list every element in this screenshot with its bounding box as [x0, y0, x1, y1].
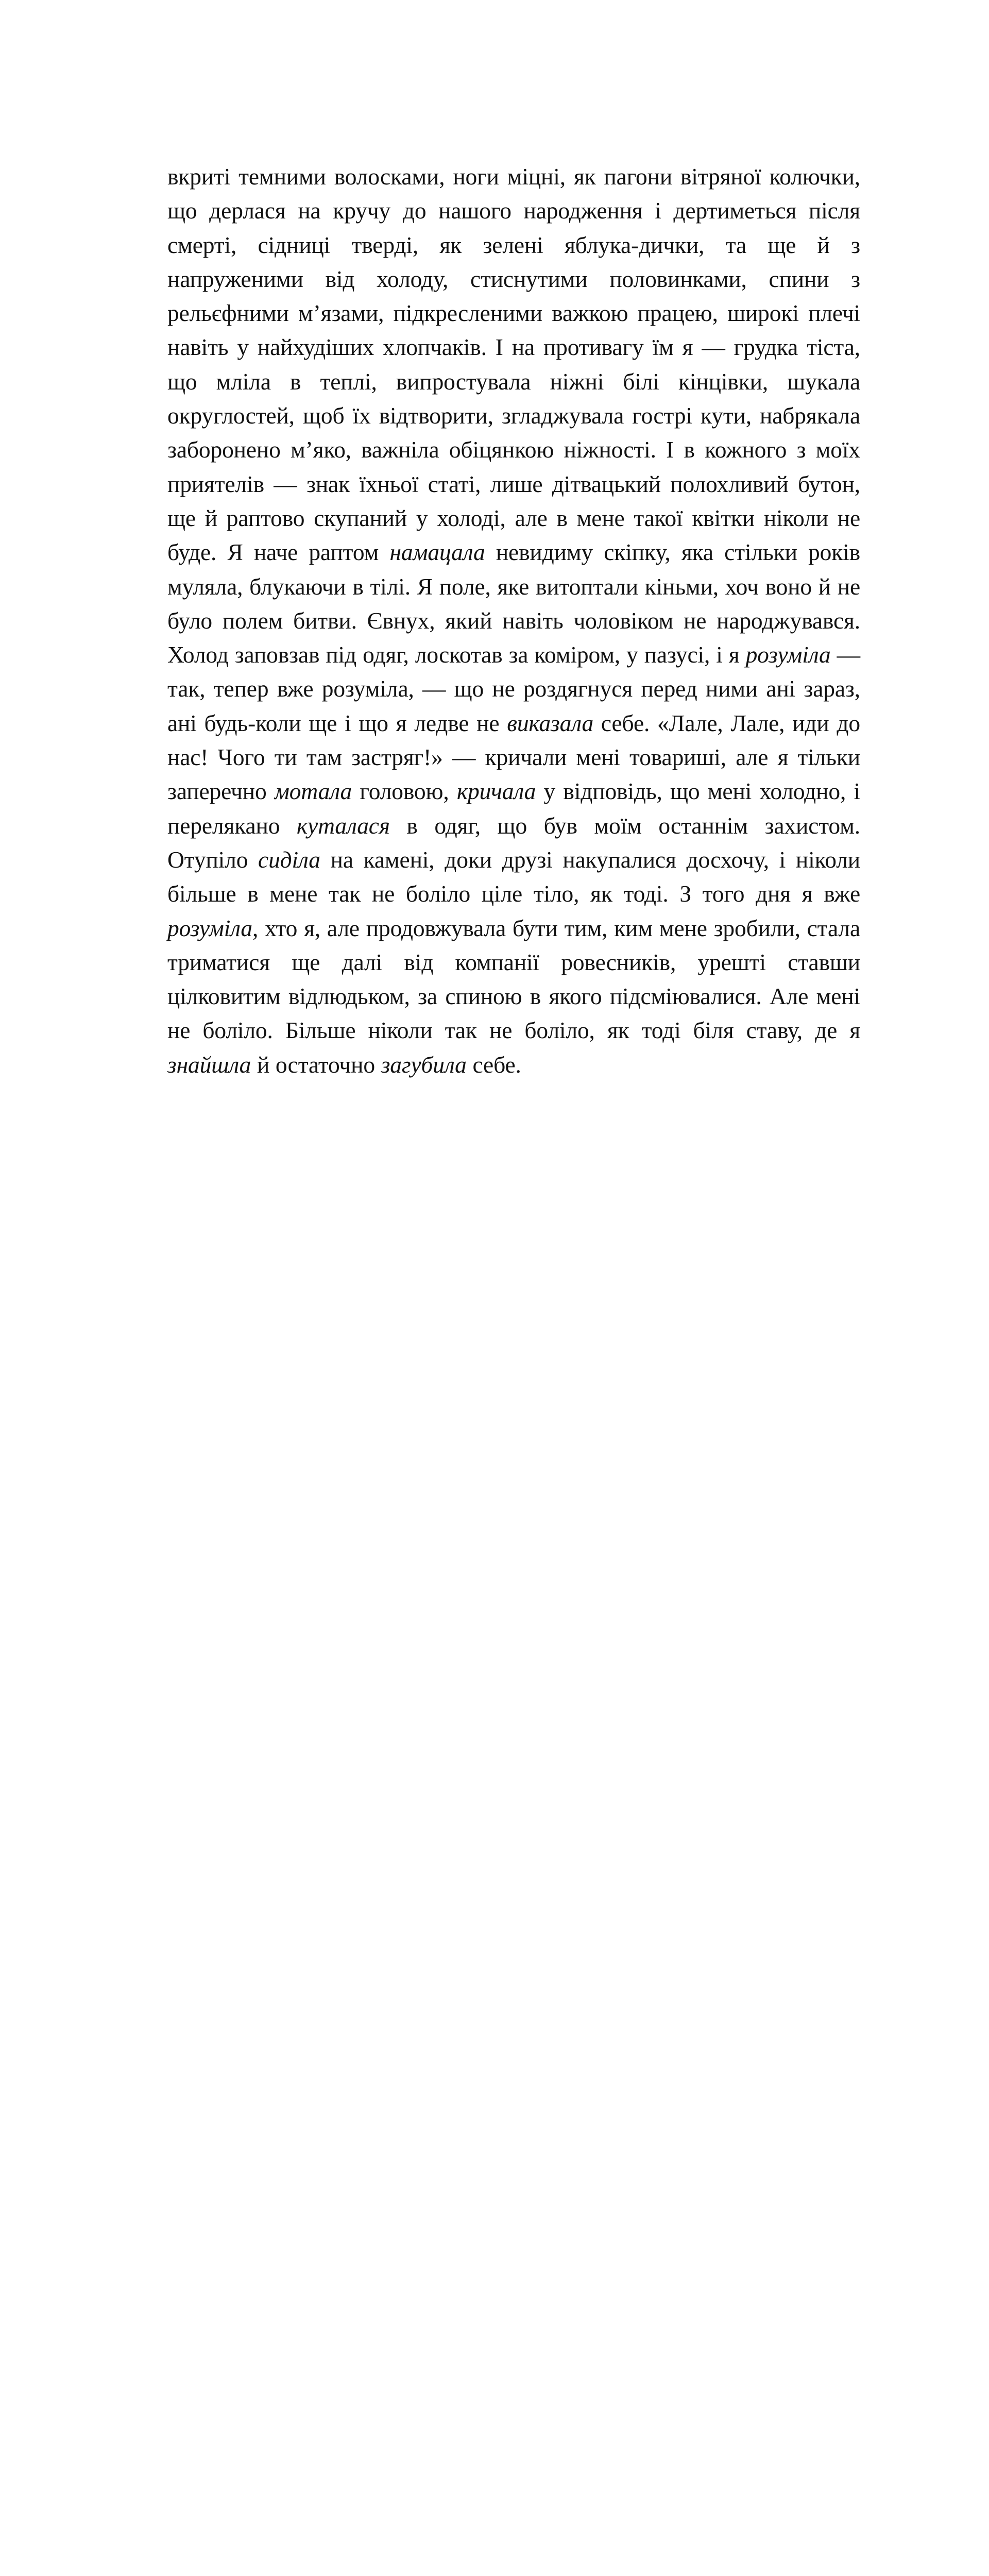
emphasis-word: загубила: [381, 1051, 467, 1078]
emphasis-word: мотала: [274, 778, 352, 805]
emphasis-word: кричала: [456, 778, 536, 805]
body-text-block: [167, 160, 860, 1082]
emphasis-word: знайшла: [167, 1051, 251, 1078]
emphasis-word: виказала: [507, 709, 594, 736]
emphasis-word: розуміла: [167, 914, 253, 941]
emphasis-word: розуміла: [745, 641, 831, 668]
page-footer: [0, 1350, 989, 1453]
emphasis-word: намацала: [389, 539, 485, 566]
emphasis-word: куталася: [296, 812, 390, 839]
body-paragraph: вкриті темними волосками, ноги міцні, як пагони вітряної колючки, що дерлася на кручу до нашого народження і дертиметься після смерті, сідниці тверді, як зелені яблука-дички, та ще й з напруженими від холоду, стиснутими половинками, спини з рельєфними м’язами, підкресленими важкою працею, широкі плечі навіть у найхудіших хлопчаків. І на противагу їм я — грудка тіста, що мліла в теплі, випростувала ніжні білі кінцівки, шукала округлостей, щоб їх відтворити, згладжувала гострі кути, набрякала заборонено м’яко, важніла обіцянкою ніжності. І в кожного з моїх приятелів — знак їхньої статі, лише дітвацький полохливий бутон, ще й раптово скупаний у холоді, але в мене такої квітки ніколи не буде. Я наче раптом намацала невидиму скіпку, яка стільки років муляла, блукаючи в тілі. Я поле, яке витоптали кіньми, хоч воно й не було полем битви. Євнух, який навіть чоловіком не народжувався. Холод заповзав під одяг, лоскотав за коміром, у пазусі, і я розуміла — так, тепер вже розуміла, — що не роздягнуся перед ними ані зараз, ані будь-коли ще і що я ледве не виказала себе. «Лале, Лале, иди до нас! Чого ти там застряг!» — кричали мені товариші, але я тільки заперечно мотала головою, кричала у відповідь, що мені холодно, і перелякано куталася в одяг, що був моїм останнім захистом. Отупіло сиділа на камені, доки друзі накупалися досхочу, і ніколи більше в мене так не боліло ціле тіло, як тоді. З того дня я вже розуміла, хто я, але продовжувала бути тим, ким мене зробили, стала триматися ще далі від компанії ровесників, урешті ставши цілковитим відлюдьком, за спиною в якого підсміювалися. Але мені не боліло. Більше ніколи так не боліло, як тоді біля ставу, де я знайшла й остаточно загубила себе.: [167, 163, 860, 1078]
emphasis-word: сиділа: [258, 846, 320, 873]
